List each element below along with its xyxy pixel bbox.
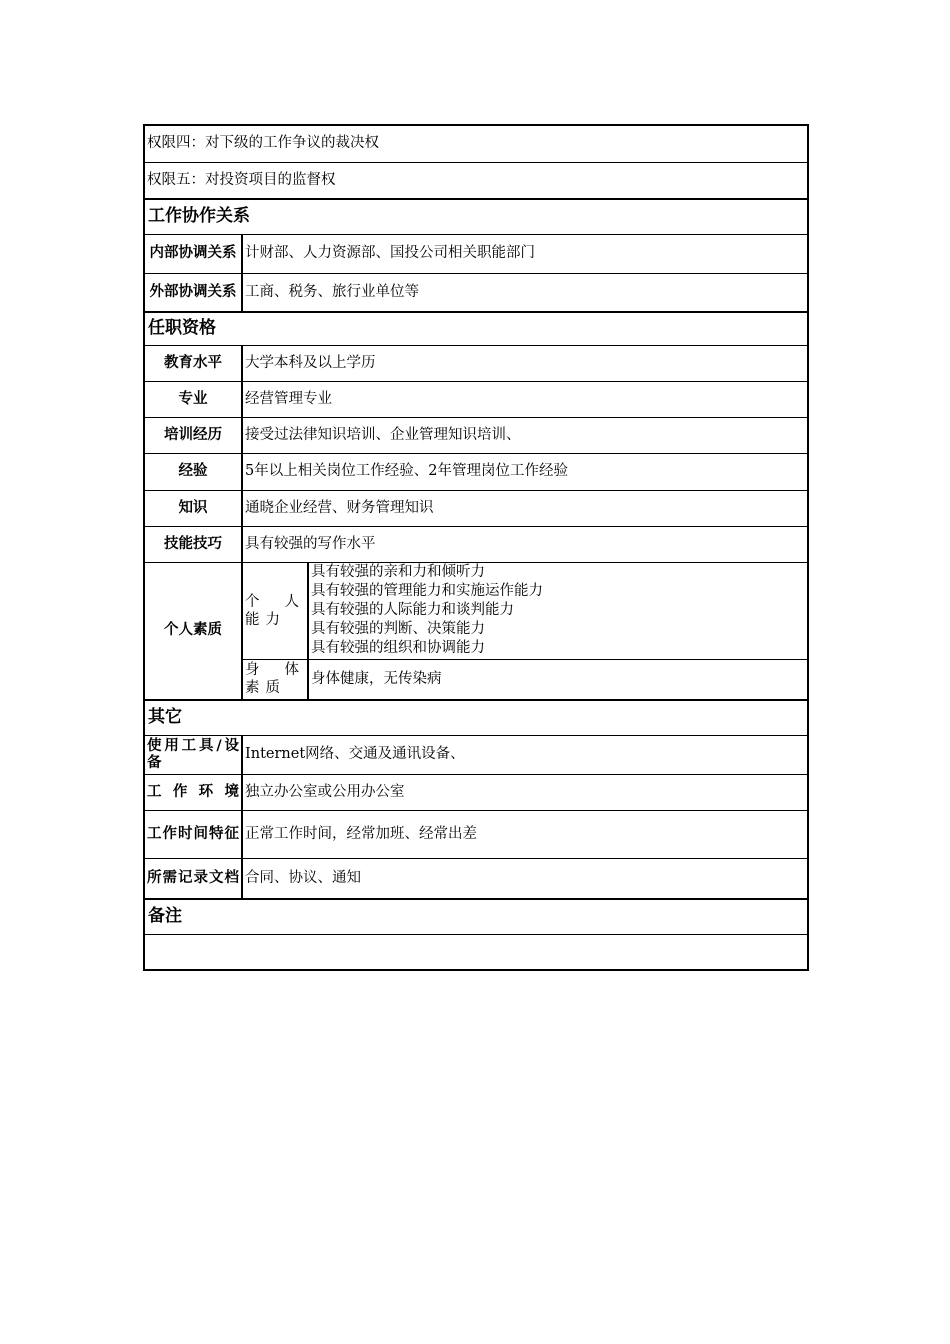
job-description-form (143, 124, 807, 971)
education-row (144, 345, 808, 381)
remarks-value (144, 934, 808, 970)
major-row (144, 381, 808, 417)
skills-label: 技能技巧 (144, 526, 242, 562)
skills-row (144, 526, 808, 562)
internal-coordination-value: 计财部、人力资源部、国投公司相关职能部门 (242, 234, 808, 273)
authority-row-5 (144, 162, 808, 199)
internal-coordination-label: 内部协调关系 (144, 234, 242, 273)
ability-item: 具有较强的人际能力和谈判能力 (311, 602, 514, 618)
training-value: 接受过法律知识培训、企业管理知识培训、 (242, 417, 808, 453)
training-row (144, 417, 808, 453)
knowledge-value: 通晓企业经营、财务管理知识 (242, 490, 808, 526)
documents-row (144, 858, 808, 899)
work-hours-value: 正常工作时间，经常加班、经常出差 (242, 810, 808, 858)
tools-label: 使用工具/设备 (144, 735, 242, 774)
major-label: 专业 (144, 381, 242, 417)
personal-quality-label: 个人素质 (144, 562, 242, 700)
ability-item: 具有较强的管理能力和实施运作能力 (311, 583, 543, 599)
documents-label: 所需记录文档 (144, 858, 242, 899)
training-label: 培训经历 (144, 417, 242, 453)
work-hours-row (144, 810, 808, 858)
remarks-row (144, 934, 808, 970)
environment-row (144, 774, 808, 810)
external-coordination-value: 工商、税务、旅行业单位等 (242, 273, 808, 312)
ability-item: 具有较强的判断、决策能力 (311, 621, 485, 637)
section-title-qualifications: 任职资格 (144, 312, 808, 345)
environment-label: 工作环境 (144, 774, 242, 810)
job-description-table (143, 124, 809, 971)
personal-ability-list (308, 562, 808, 659)
physical-value: 身体健康，无传染病 (308, 659, 808, 700)
documents-value: 合同、协议、通知 (242, 858, 808, 899)
internal-coordination-row (144, 234, 808, 273)
section-title-cooperation: 工作协作关系 (144, 199, 808, 234)
tools-value: Internet网络、交通及通讯设备、 (242, 735, 808, 774)
experience-label: 经验 (144, 453, 242, 490)
section-header-qualifications (144, 312, 808, 345)
personal-ability-label: 个人能力 (242, 562, 308, 659)
experience-value: 5年以上相关岗位工作经验、2年管理岗位工作经验 (242, 453, 808, 490)
knowledge-row (144, 490, 808, 526)
work-hours-label: 工作时间特征 (144, 810, 242, 858)
section-header-other (144, 700, 808, 735)
section-header-cooperation (144, 199, 808, 234)
experience-row (144, 453, 808, 490)
knowledge-label: 知识 (144, 490, 242, 526)
ability-item: 具有较强的组织和协调能力 (311, 640, 485, 656)
major-value: 经营管理专业 (242, 381, 808, 417)
section-header-remarks (144, 899, 808, 934)
personal-ability-row (144, 562, 808, 659)
education-label: 教育水平 (144, 345, 242, 381)
environment-value: 独立办公室或公用办公室 (242, 774, 808, 810)
authority-5-text: 权限五：对投资项目的监督权 (144, 162, 808, 199)
authority-row-4 (144, 125, 808, 162)
external-coordination-row (144, 273, 808, 312)
external-coordination-label: 外部协调关系 (144, 273, 242, 312)
tools-row (144, 735, 808, 774)
section-title-other: 其它 (144, 700, 808, 735)
section-title-remarks: 备注 (144, 899, 808, 934)
physical-label: 身体素质 (242, 659, 308, 700)
physical-row (144, 659, 808, 700)
authority-4-text: 权限四：对下级的工作争议的裁决权 (144, 125, 808, 162)
education-value: 大学本科及以上学历 (242, 345, 808, 381)
skills-value: 具有较强的写作水平 (242, 526, 808, 562)
ability-item: 具有较强的亲和力和倾听力 (311, 564, 485, 580)
